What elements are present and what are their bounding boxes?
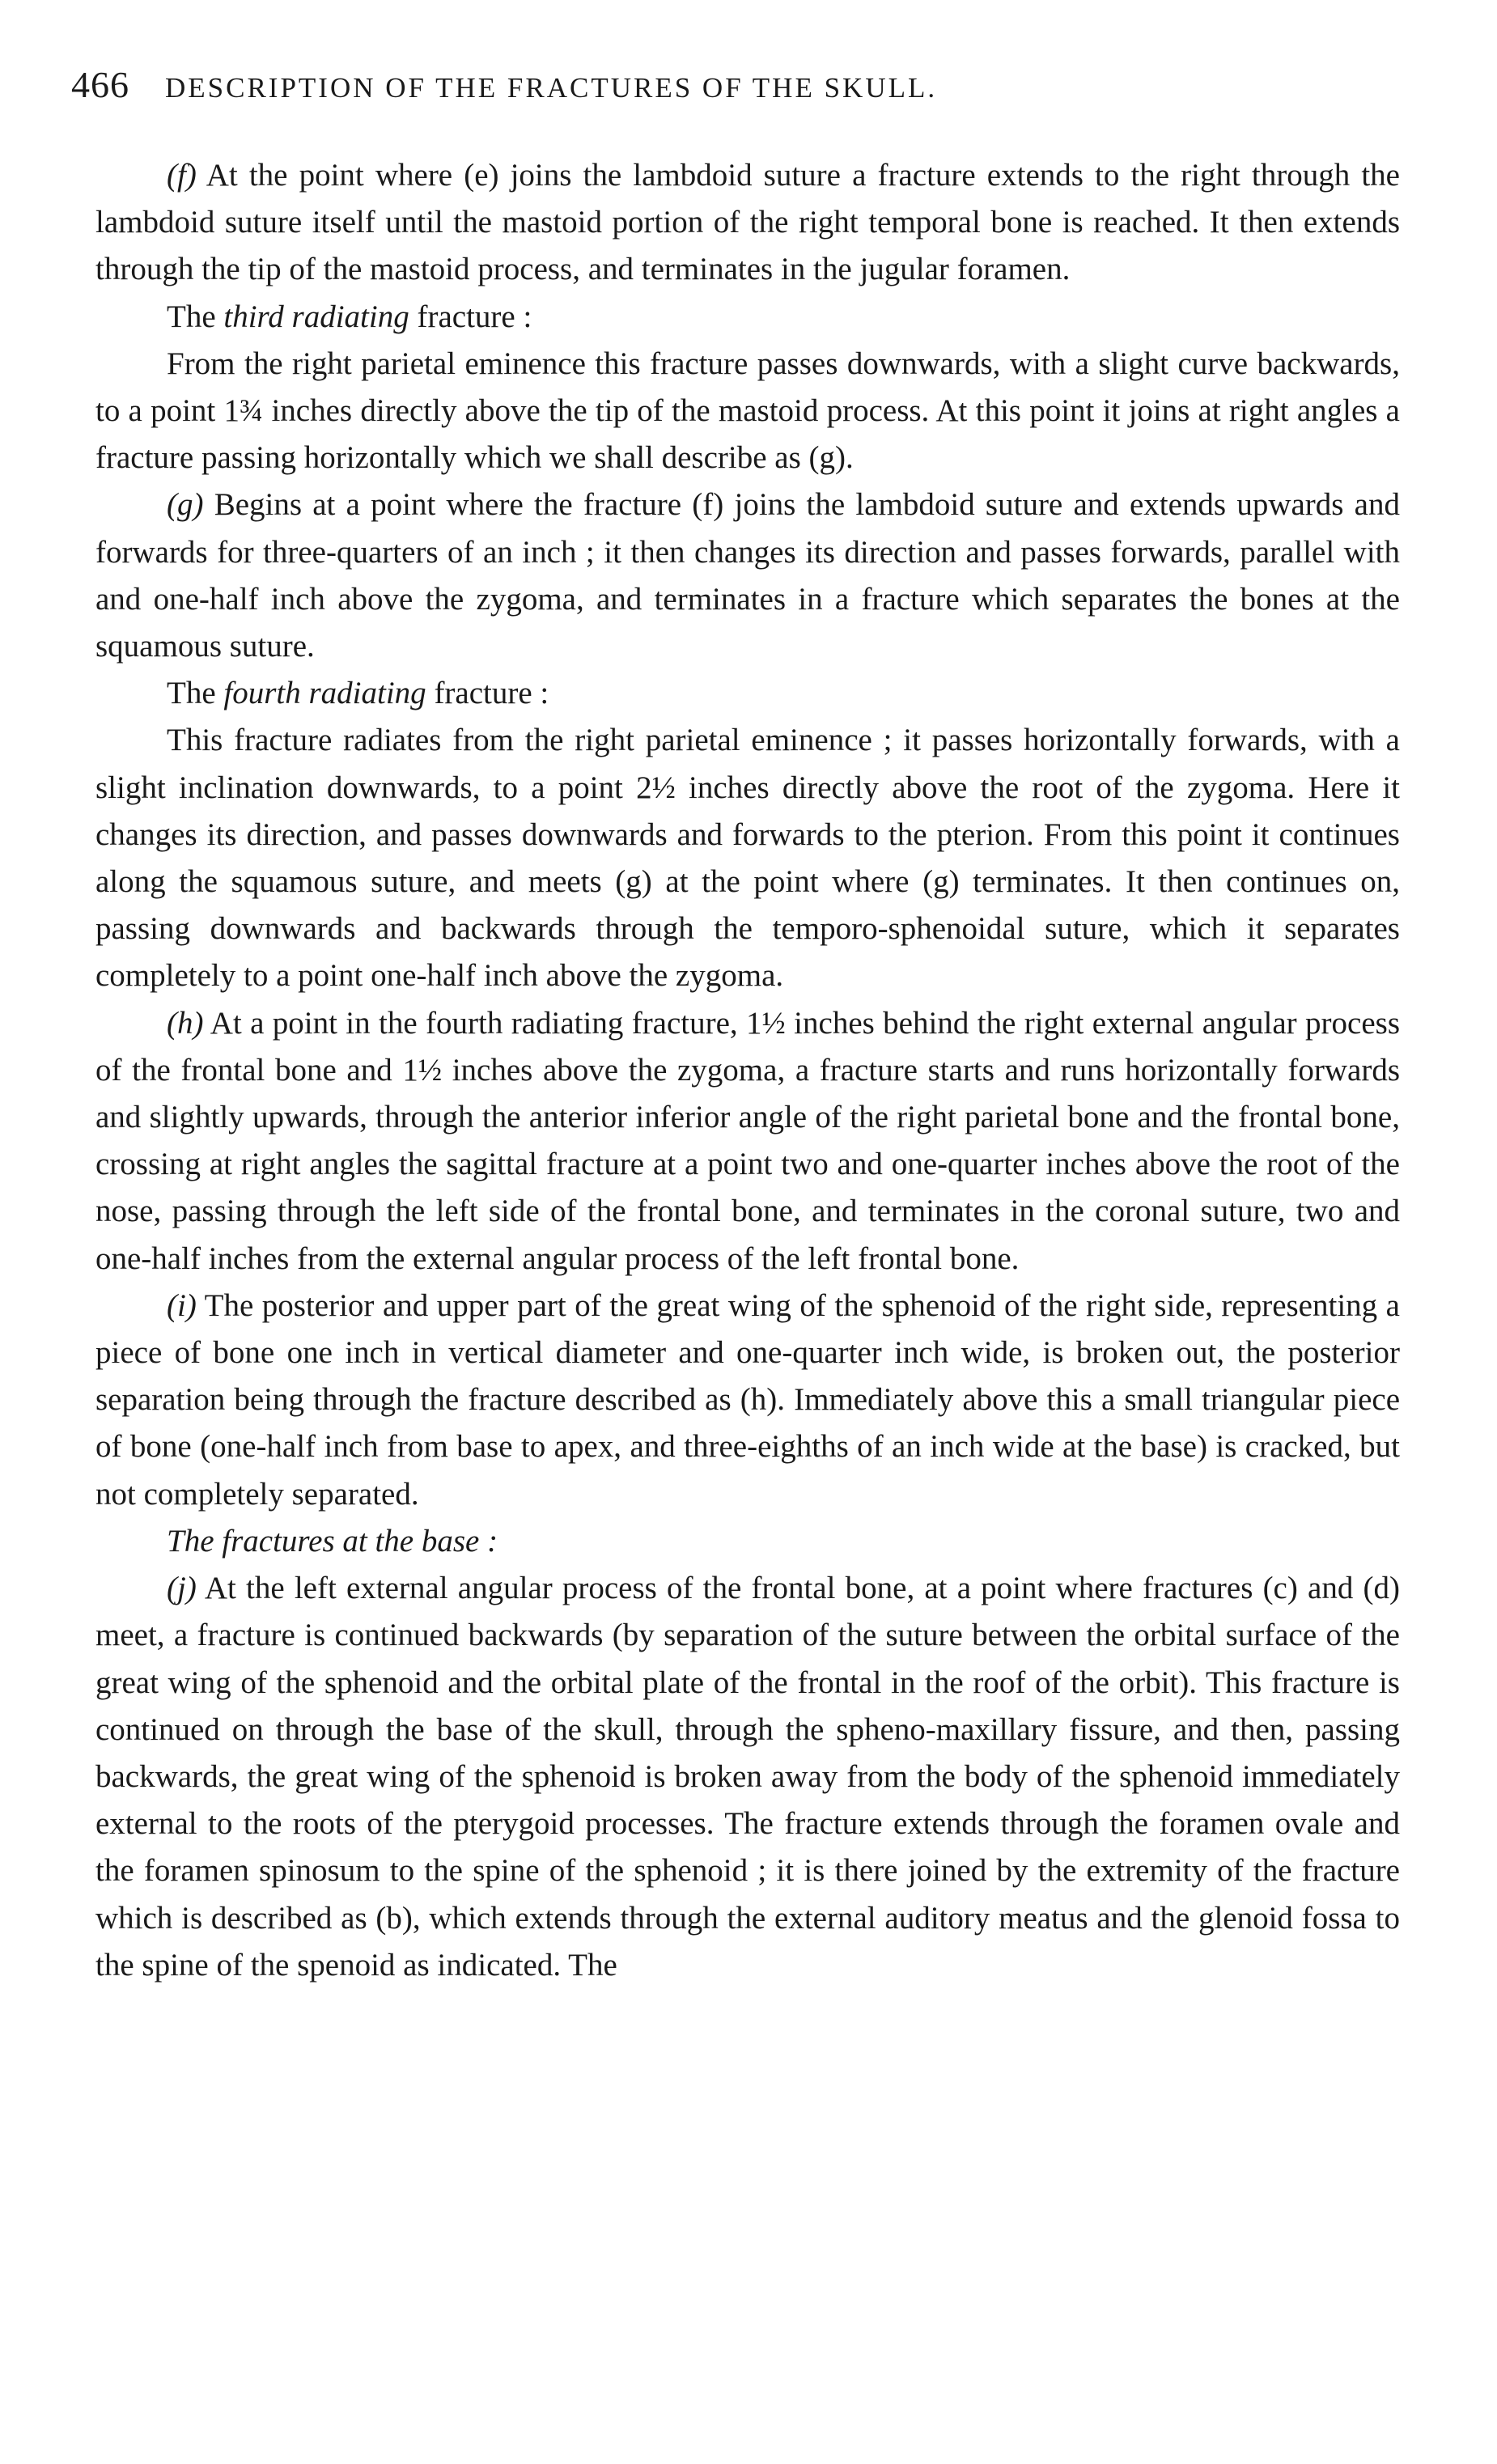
heading-label: The fractures at the base :: [167, 1523, 498, 1559]
paragraph-text: From the right parietal eminence this fracture passes downwards, with a slight curve backwards, to a point 1¾ inches directly above the tip of the mastoid process. At this point it joins at right angles a fracture passing horizontally which we shall describe as (g).: [95, 346, 1400, 476]
heading-third-radiating-fracture: [95, 294, 1400, 341]
paragraph-label: (j): [167, 1571, 197, 1606]
heading-lead: The: [167, 676, 224, 711]
paragraph-text: This fracture radiates from the right parietal eminence ; it passes horizontally forwards, with a slight inclination downwards, to a point 2½ inches directly above the root of the zygoma. Here it changes its direction, and passes downwards and forwards to the pterion. From this point it continues along the squamous suture, and meets (g) at the point where (g) terminates. It then continues on, passing downwards and backwards through the temporo-sphenoidal suture, which it separates completely to a point one-half inch above the zygoma.: [95, 723, 1400, 994]
body-text: [95, 152, 1400, 1989]
heading-label: fourth radiating: [223, 676, 426, 711]
paragraph-text: Begins at a point where the fracture (f) joins the lambdoid suture and extends upwards and forwards for three-quarters of an inch ; it then changes its direction and passes forwards, parallel with and one-half inch above the zygoma, and terminates in a fracture which separates the bones at the squamous suture.: [95, 487, 1400, 664]
paragraph-label: (h): [167, 1005, 204, 1041]
paragraph-h: [95, 1000, 1400, 1283]
heading-text: fracture :: [409, 299, 532, 334]
paragraph-j: [95, 1565, 1400, 1989]
heading-fourth-radiating-fracture: [95, 670, 1400, 717]
paragraph-third-radiating: [95, 341, 1400, 482]
paragraph-text: At a point in the fourth radiating fracture, 1½ inches behind the right external angular process of the frontal bone and 1½ inches above the zygoma, a fracture starts and runs horizontally forwards and slightly upwards, through the anterior inferior angle of the right parietal bone and the frontal bone, crossing at right angles the sagittal fracture at a point two and one-quarter inches above the root of the nose, passing through the left side of the frontal bone, and terminates in the coronal suture, two and one-half inches from the external angular process of the left frontal bone.: [95, 1005, 1400, 1276]
heading-label: third radiating: [223, 299, 409, 334]
paragraph-text: At the left external angular process of the frontal bone, at a point where fractures (c) and (d) meet, a fracture is continued backwards (by separation of the suture between the orbital surface of the great wing of the sphenoid and the orbital plate of the frontal in the roof of the orbit). This fracture is continued on through the base of the skull, through the spheno-maxillary fissure, and then, passing backwards, the great wing of the sphenoid is broken away from the body of the sphenoid immediately external to the roots of the pterygoid processes. The fracture extends through the foramen ovale and the foramen spinosum to the spine of the sphenoid ; it is there joined by the extremity of the fracture which is described as (b), which extends through the external auditory meatus and the glenoid fossa to the spine of the spenoid as indicated. The: [95, 1571, 1400, 1983]
paragraph-label: (f): [167, 158, 197, 193]
paragraph-fourth-radiating: [95, 717, 1400, 999]
running-head: [71, 63, 1431, 112]
paragraph-text: At the point where (e) joins the lambdoid suture a fracture extends to the right through the lambdoid suture itself until the mastoid portion of the right temporal bone is reached. It then extends through the tip of the mastoid process, and terminates in the jugular foramen.: [95, 158, 1400, 287]
heading-fractures-at-base: [95, 1518, 1400, 1565]
heading-text: fracture :: [426, 676, 549, 711]
running-title: DESCRIPTION OF THE FRACTURES OF THE SKULL.: [165, 72, 938, 104]
page-number: 466: [71, 64, 129, 105]
paragraph-f: [95, 152, 1400, 294]
heading-lead: The: [167, 299, 224, 334]
paragraph-i: [95, 1283, 1400, 1518]
paragraph-g: [95, 481, 1400, 670]
paragraph-text: The posterior and upper part of the great wing of the sphenoid of the right side, representing a piece of bone one inch in vertical diameter and one-quarter inch wide, is broken out, the posterior separation being through the fracture described as (h). Immediately above this a small triangular piece of bone (one-half inch from base to apex, and three-eighths of an inch wide at the base) is cracked, but not completely separated.: [95, 1287, 1400, 1512]
paragraph-label: (i): [167, 1287, 197, 1323]
paragraph-label: (g): [167, 487, 204, 523]
